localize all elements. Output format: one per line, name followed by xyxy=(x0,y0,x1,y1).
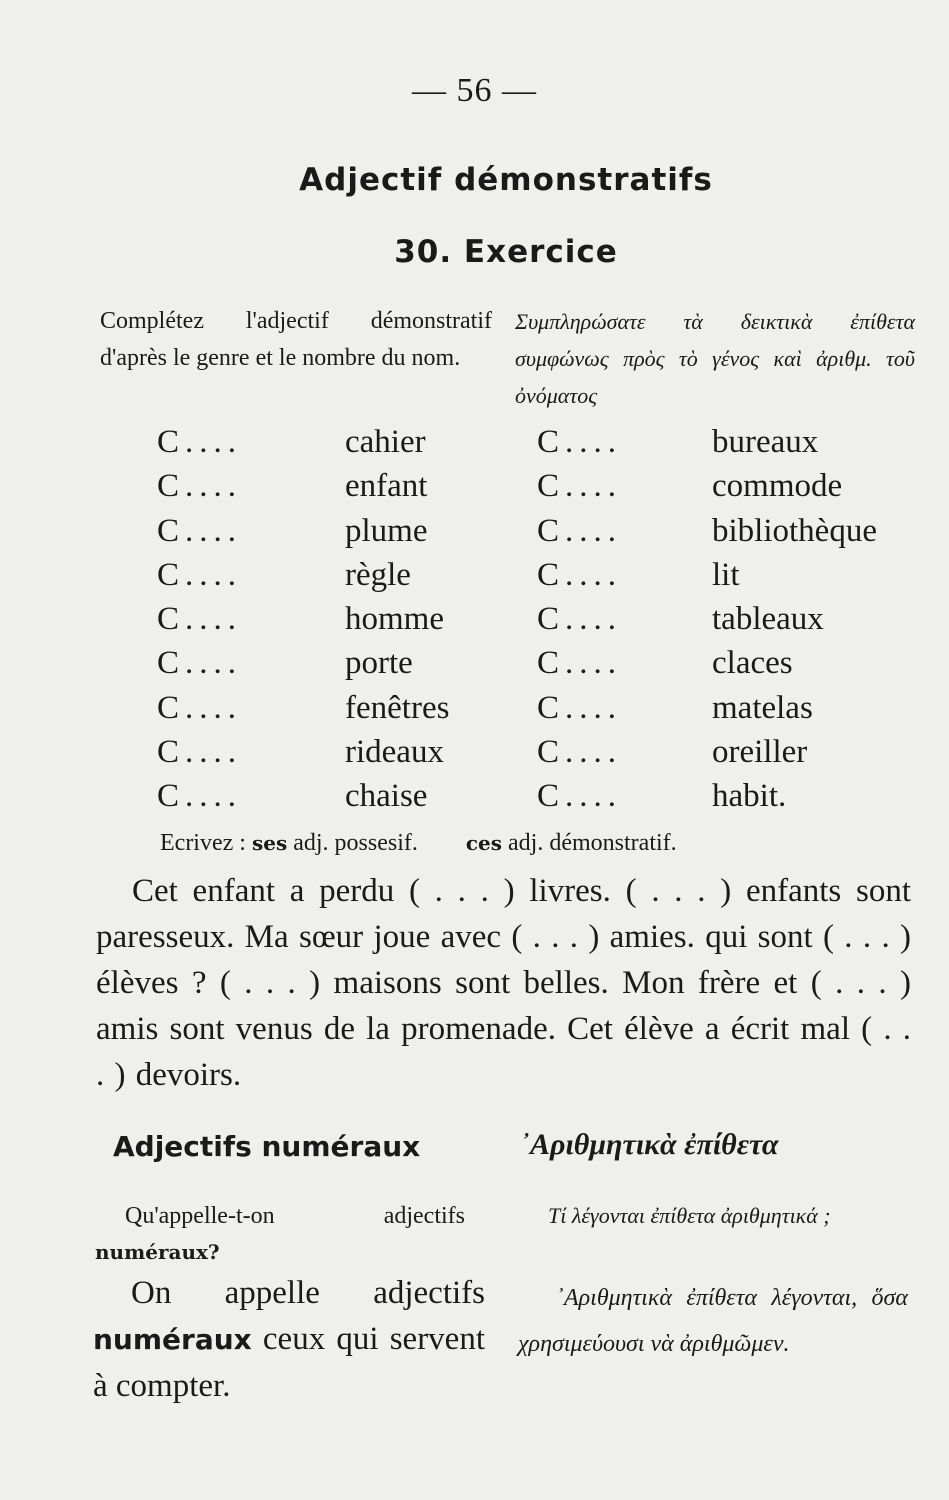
blank-dots: .... xyxy=(185,601,242,638)
question-text: Qu'appelle-t-on adjectifs xyxy=(125,1203,465,1229)
write-instruction xyxy=(160,830,677,857)
list-item xyxy=(537,597,917,641)
noun: oreiller xyxy=(712,734,808,771)
blank-dots: .... xyxy=(565,556,622,593)
list-item xyxy=(157,597,517,641)
left-exercise-column xyxy=(157,420,517,819)
list-item xyxy=(157,774,517,818)
numeral-heading-greek: ᾿Αριθμητικὰ ἐπίθετα xyxy=(520,1128,779,1161)
blank-letter: C xyxy=(537,778,560,815)
blank-letter: C xyxy=(157,468,180,505)
blank-letter: C xyxy=(157,556,180,593)
list-item xyxy=(157,553,517,597)
list-item xyxy=(157,641,517,685)
question-french xyxy=(95,1198,465,1270)
blank-dots: .... xyxy=(565,734,622,771)
blank-letter: C xyxy=(157,734,180,771)
blank-dots: .... xyxy=(185,424,242,460)
answer-french xyxy=(93,1270,485,1409)
blank-letter: C xyxy=(537,689,560,726)
list-item xyxy=(157,730,517,774)
blank-letter: C xyxy=(537,734,560,771)
blank-dots: .... xyxy=(185,468,242,505)
list-item xyxy=(537,730,917,774)
blank-letter: C xyxy=(537,556,560,593)
noun: bureaux xyxy=(712,424,819,460)
blank-dots: .... xyxy=(565,601,622,638)
question-greek: Τί λέγονται ἐπίθετα ἀριθμητικά ; xyxy=(548,1203,831,1228)
answer-bold: numéraux xyxy=(93,1323,252,1356)
right-exercise-column xyxy=(537,420,917,819)
list-item xyxy=(157,686,517,730)
blank-letter: C xyxy=(537,601,560,638)
list-item xyxy=(537,553,917,597)
instruction-greek: Συμπληρώσατε τὰ δεικτικὰ ἐπίθετα συμφώνως πρὸς τὸ γένος καὶ ἀριθμ. τοῦ ὀνόματος xyxy=(515,309,915,408)
list-item xyxy=(537,420,917,464)
demonstrative-label: adj. démonstratif. xyxy=(508,830,677,856)
list-item xyxy=(157,464,517,508)
blank-dots: .... xyxy=(565,778,622,815)
question-bold: numéraux? xyxy=(95,1240,220,1264)
demonstrative-word: ces xyxy=(465,831,503,855)
blank-dots: .... xyxy=(565,424,622,460)
blank-dots: .... xyxy=(185,512,242,549)
blank-letter: C xyxy=(537,645,560,682)
noun: homme xyxy=(345,601,444,638)
numeral-heading-french: Adjectifs numéraux xyxy=(113,1130,421,1163)
noun: plume xyxy=(345,512,428,549)
noun: tableaux xyxy=(712,601,824,638)
blank-letter: C xyxy=(157,601,180,638)
list-item xyxy=(157,509,517,553)
noun: règle xyxy=(345,556,411,593)
noun: rideaux xyxy=(345,734,444,771)
blank-letter: C xyxy=(157,689,180,726)
noun: commode xyxy=(712,468,843,505)
noun: matelas xyxy=(712,689,813,726)
list-item xyxy=(537,774,917,818)
answer-after: ceux qui servent à compter. xyxy=(93,1321,485,1404)
list-item xyxy=(537,464,917,508)
noun: cahier xyxy=(345,424,426,460)
blank-letter: C xyxy=(157,778,180,815)
exercise-title: Exercice xyxy=(463,234,618,270)
list-item xyxy=(537,509,917,553)
blank-dots: .... xyxy=(565,645,622,682)
blank-dots: .... xyxy=(185,645,242,682)
blank-dots: .... xyxy=(185,778,242,815)
blank-letter: C xyxy=(537,468,560,505)
blank-dots: .... xyxy=(185,689,242,726)
exercise-paragraph: Cet enfant a perdu ( . . . ) livres. ( . . . ) enfants sont paresseux. Ma sœur joue avec ( . . . ) amies. qui sont ( . . . ) élèves ? ( . . . ) maisons sont belles. Mon frère et ( . . . ) amis sont venus de la promenade. Cet élève a écrit mal ( . . . ) devoirs. xyxy=(96,873,911,1093)
blank-letter: C xyxy=(157,512,180,549)
blank-letter: C xyxy=(157,645,180,682)
list-item xyxy=(537,686,917,730)
noun: enfant xyxy=(345,468,428,505)
list-item xyxy=(157,420,517,464)
list-item xyxy=(537,641,917,685)
answer-before: On appelle adjectifs xyxy=(131,1275,485,1311)
blank-dots: .... xyxy=(565,468,622,505)
blank-letter: C xyxy=(537,424,560,460)
possessive-word: ses xyxy=(251,831,288,855)
blank-letter: C xyxy=(537,512,560,549)
noun: bibliothèque xyxy=(712,512,877,549)
exercise-number: 30. xyxy=(394,234,453,270)
blank-letter: C xyxy=(157,424,180,460)
blank-dots: .... xyxy=(565,689,622,726)
blank-dots: .... xyxy=(185,734,242,771)
noun: chaise xyxy=(345,778,428,815)
blank-dots: .... xyxy=(565,512,622,549)
noun: porte xyxy=(345,645,413,682)
noun: habit. xyxy=(712,778,787,815)
noun: fenêtres xyxy=(345,689,450,726)
answer-greek: ᾿Αριθμητικὰ ἐπίθετα λέγονται, ὅσα χρησιμεύουσι νὰ ἀριθμῶμεν. xyxy=(518,1285,908,1357)
page-number: — 56 — xyxy=(412,72,537,109)
noun: claces xyxy=(712,645,793,682)
write-prefix: Ecrivez : xyxy=(160,830,246,856)
noun: lit xyxy=(712,556,740,593)
instruction-french: Complétez l'adjectif démonstratif d'après le genre et le nombre du nom. xyxy=(100,308,492,371)
exercise-heading xyxy=(0,234,949,270)
blank-dots: .... xyxy=(185,556,242,593)
possessive-label: adj. possesif. xyxy=(293,830,418,856)
section-title: Adjectif démonstratifs xyxy=(299,162,713,198)
